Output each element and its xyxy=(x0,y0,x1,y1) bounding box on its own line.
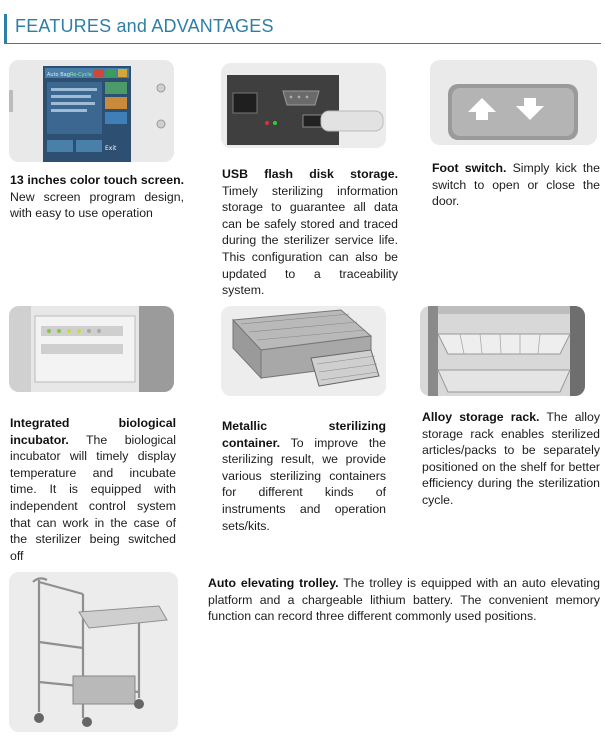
feature-touch xyxy=(10,172,184,222)
storage-rack-photo xyxy=(420,306,585,396)
feature-touch-body: New screen program design, with easy to use operation xyxy=(10,189,184,221)
feature-incubator-body: The biological incubator will timely display temperature and incubate time. It is equipped with independent control system that can work in the case of the sterilizer being switched off xyxy=(10,432,176,563)
screen-tab-1: Auto Bag xyxy=(47,72,70,78)
feature-foot xyxy=(432,160,600,210)
feature-container-body: To improve the sterilizing result, we provide various sterilizing containers for different kinds of instruments and operation sets/kits. xyxy=(222,435,386,533)
feature-usb xyxy=(222,166,398,299)
section-title: FEATURES and ADVANTAGES xyxy=(15,16,274,36)
feature-incubator-title: Integrated biological incubator. xyxy=(10,416,176,447)
feature-foot-title: Foot switch. xyxy=(432,161,507,175)
feature-rack-body: The alloy storage rack enables sterilized articles/packs to be separately positioned on the shelf for better efficiency during the sterilization cycle. xyxy=(422,410,600,507)
foot-switch-photo xyxy=(430,60,597,145)
feature-incubator xyxy=(10,415,176,564)
feature-rack-title: Alloy storage rack. xyxy=(422,410,540,424)
trolley-photo xyxy=(9,572,178,732)
feature-usb-title: USB flash disk storage. xyxy=(222,167,398,181)
container-photo xyxy=(221,306,386,396)
touch-screen-photo xyxy=(9,60,174,162)
feature-foot-body: Simply kick the switch to open or close the door. xyxy=(432,161,600,209)
feature-rack xyxy=(422,409,600,509)
feature-touch-title: 13 inches color touch screen. xyxy=(10,173,184,187)
feature-trolley xyxy=(208,575,600,625)
feature-container xyxy=(222,418,386,534)
usb-storage-photo xyxy=(221,63,386,148)
feature-usb-body: Timely sterilizing information storage to guarantee all data can be safely stored and traced during the sterilizer service life. This configuration can also be updated to a traceability system. xyxy=(222,183,398,298)
feature-trolley-body: The trolley is equipped with an auto elevating platform and a chargeable lithium battery. The convenient memory function can record three different commonly used positions. xyxy=(208,576,600,624)
screen-tab-2: Re-Cycle xyxy=(70,72,92,78)
incubator-photo xyxy=(9,306,174,392)
feature-trolley-title: Auto elevating trolley. xyxy=(208,576,339,590)
screen-exit-label: Exit xyxy=(105,145,117,152)
section-header xyxy=(4,14,601,44)
feature-container-title: Metallic sterilizing container. xyxy=(222,419,386,450)
